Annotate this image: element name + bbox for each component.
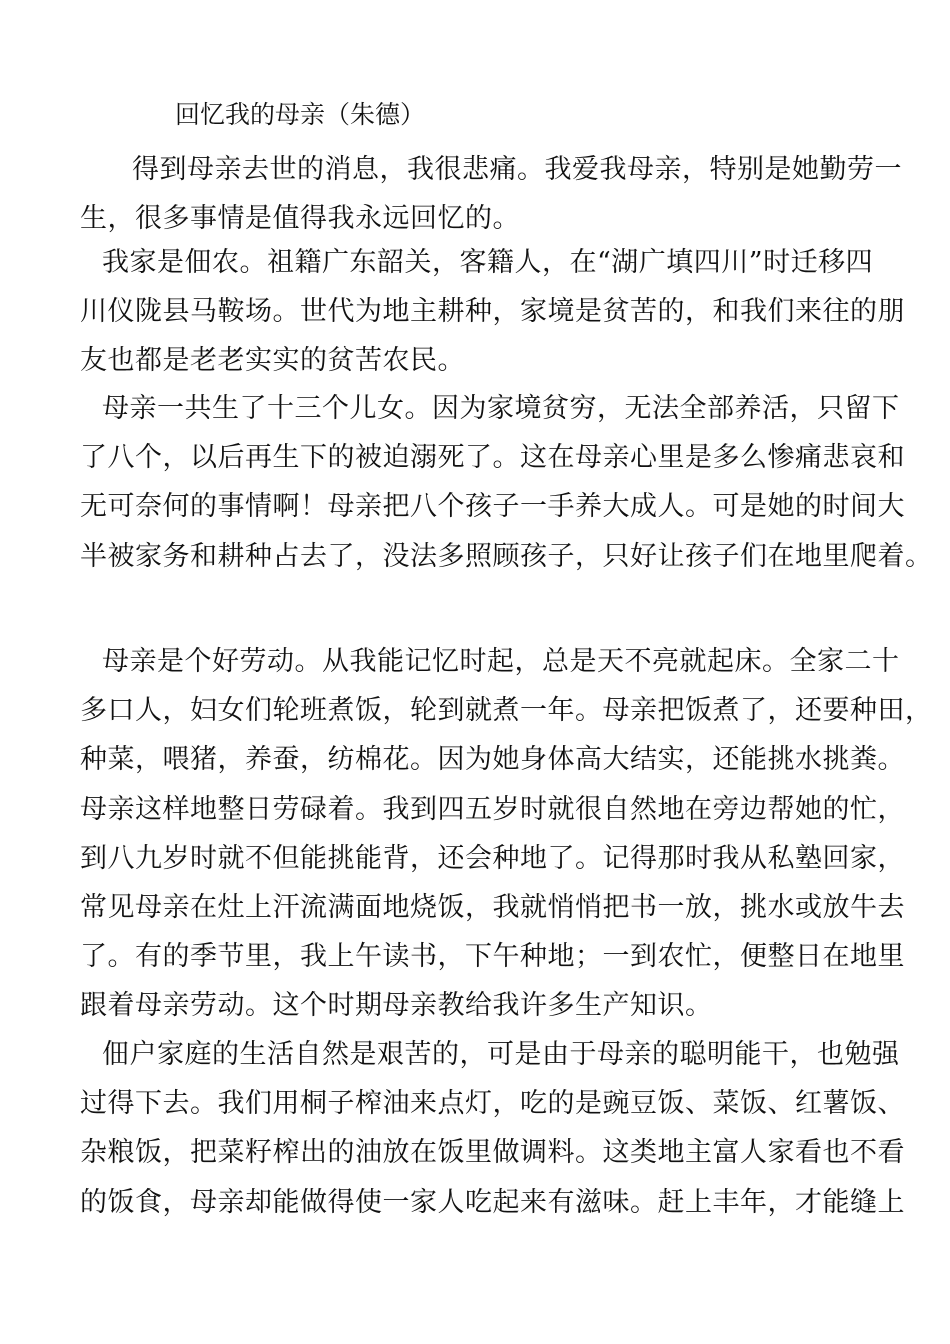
paragraph-line: 佃户家庭的生活自然是艰苦的，可是由于母亲的聪明能干，也勉强: [102, 1039, 900, 1070]
paragraph-line: 杂粮饭，把菜籽榨出的油放在饭里做调料。这类地主富人家看也不看: [80, 1137, 905, 1169]
paragraph-thirteen-children: [80, 384, 933, 581]
paragraph-line: 友也都是老老实实的贫苦农民。: [80, 345, 465, 377]
paragraph-line: 了八个，以后再生下的被迫溺死了。这在母亲心里是多么惨痛悲哀和: [80, 442, 905, 474]
paragraph-line: 得到母亲去世的消息，我很悲痛。我爱我母亲，特别是她勤劳一: [132, 154, 902, 185]
document-title: 回忆我的母亲（朱德）: [175, 100, 426, 129]
paragraph-line: 常见母亲在灶上汗流满面地烧饭，我就悄悄把书一放，挑水或放牛去: [80, 891, 905, 923]
paragraph-line: 多口人，妇女们轮班煮饭，轮到就煮一年。母亲把饭煮了，还要种田，: [80, 695, 933, 727]
paragraph-line: 半被家务和耕种占去了，没法多照顾孩子，只好让孩子们在地里爬着。: [80, 540, 933, 572]
paragraph-line: 母亲一共生了十三个儿女。因为家境贫穷，无法全部养活，只留下: [102, 393, 900, 424]
paragraph-tenant-life: [80, 1030, 905, 1227]
paragraph-line: 跟着母亲劳动。这个时期母亲教给我许多生产知识。: [80, 990, 713, 1022]
paragraph-line: 生，很多事情是值得我永远回忆的。: [80, 203, 520, 235]
paragraph-line: 母亲这样地整日劳碌着。我到四五岁时就很自然地在旁边帮她的忙，: [80, 793, 905, 825]
paragraph-line: 过得下去。我们用桐子榨油来点灯，吃的是豌豆饭、菜饭、红薯饭、: [80, 1088, 905, 1120]
paragraph-mother-death-news: [80, 145, 902, 243]
paragraph-line: 的饭食，母亲却能做得使一家人吃起来有滋味。赶上丰年，才能缝上: [80, 1186, 905, 1218]
paragraph-line: 川仪陇县马鞍场。世代为地主耕种，家境是贫苦的，和我们来往的朋: [80, 296, 905, 328]
paragraph-line: 母亲是个好劳动。从我能记忆时起，总是天不亮就起床。全家二十: [102, 646, 900, 677]
paragraph-line: 了。有的季节里，我上午读书，下午种地；一到农忙，便整日在地里: [80, 941, 905, 973]
paragraph-line: 种菜，喂猪，养蚕，纺棉花。因为她身体高大结实，还能挑水挑粪。: [80, 744, 905, 776]
paragraph-line: 我家是佃农。祖籍广东韶关，客籍人，在“湖广填四川”时迁移四: [102, 247, 874, 278]
paragraph-line: 到八九岁时就不但能挑能背，还会种地了。记得那时我从私塾回家，: [80, 842, 905, 874]
paragraph-hard-work: [80, 637, 933, 1031]
paragraph-line: 无可奈何的事情啊！母亲把八个孩子一手养大成人。可是她的时间大: [80, 491, 905, 523]
paragraph-family-background: [80, 238, 905, 386]
